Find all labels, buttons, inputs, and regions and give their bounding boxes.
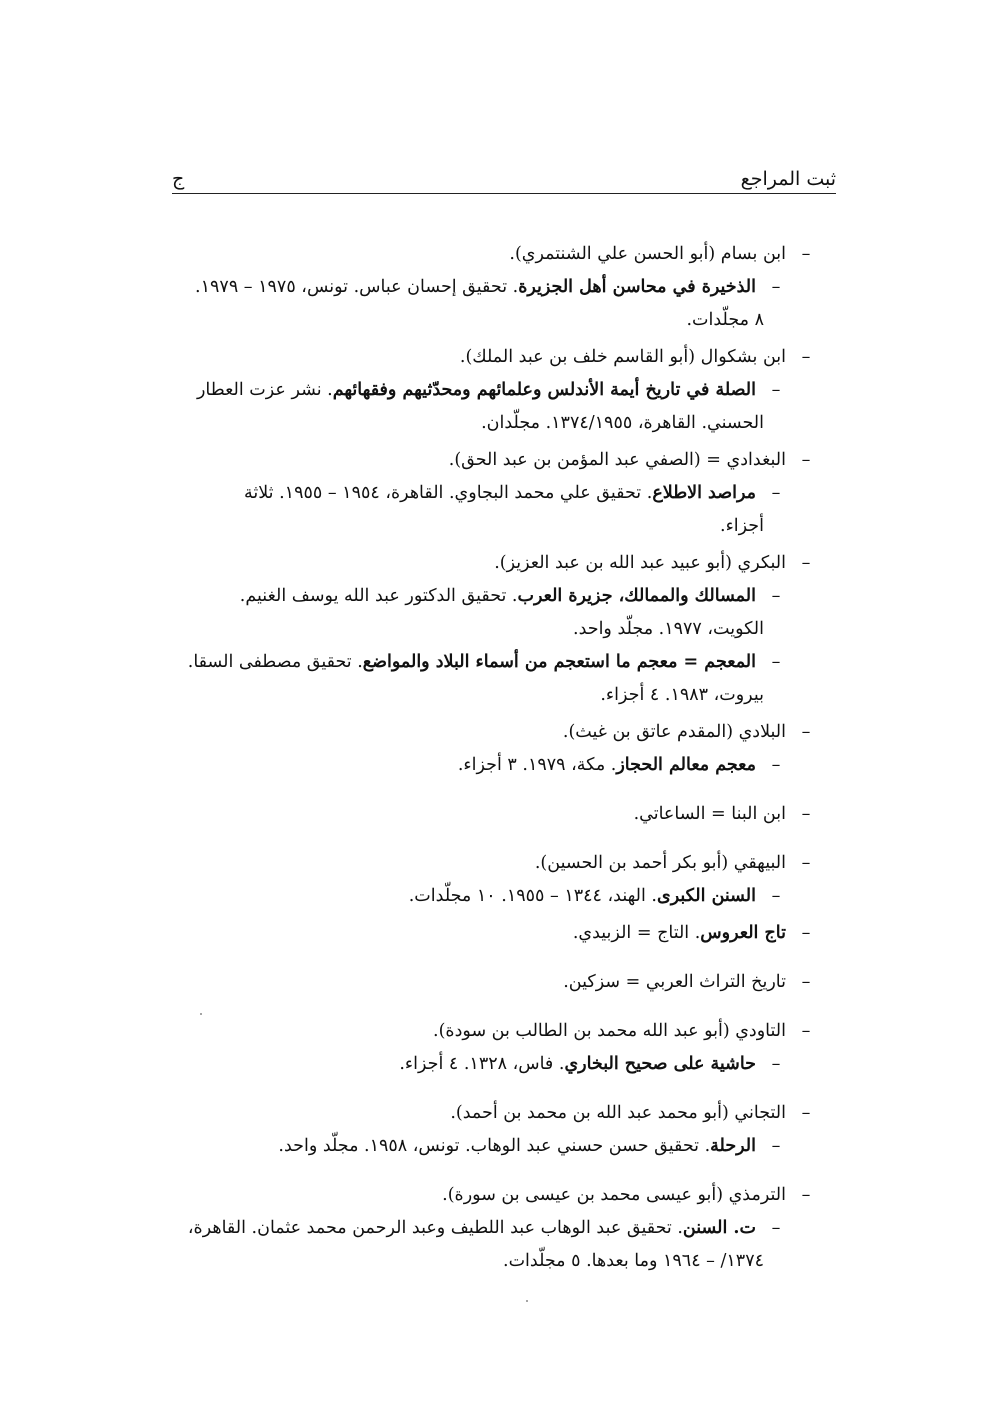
work-entry (172, 880, 836, 913)
dash-marker: – (801, 1185, 811, 1205)
reference-entry (172, 547, 836, 712)
work-continuation: الكويت، ١٩٧٧. مجلّد واحد. (573, 619, 764, 639)
author-line (172, 341, 836, 374)
work-entry (172, 271, 836, 337)
author-name: البلادي (المقدم عاتق بن غيث). (562, 722, 786, 742)
work-entry (172, 580, 836, 646)
work-details: . تحقيق عبد الوهاب عبد اللطيف وعبد الرحمن محمد عثمان. القاهرة، (187, 1218, 683, 1238)
dash-marker: – (801, 553, 811, 573)
author-name: ابن بشكوال (أبو القاسم خلف بن عبد الملك). (459, 347, 786, 367)
reference-entry (172, 966, 836, 999)
work-title: ت. السنن (682, 1218, 756, 1238)
reference-entry (172, 917, 836, 950)
reference-entry (172, 1097, 836, 1163)
author-line (172, 1097, 836, 1130)
author-name: التاودي (أبو عبد الله محمد بن الطالب بن سودة). (433, 1021, 786, 1041)
reference-entry (172, 847, 836, 913)
page-header (172, 150, 836, 190)
reference-entry (172, 238, 836, 337)
author-name: التجاني (أبو محمد عبد الله بن محمد بن أحمد). (450, 1103, 786, 1123)
work-details: . تحقيق إحسان عباس. تونس، ١٩٧٥ – ١٩٧٩. (195, 277, 519, 297)
work-entry (172, 477, 836, 543)
work-details: . تحقيق علي محمد البجاوي. القاهرة، ١٩٥٤ – ١٩٥٥. ثلاثة (243, 483, 653, 503)
work-continuation: بيروت، ١٩٨٣. ٤ أجزاء. (600, 685, 764, 705)
author-line (172, 917, 836, 950)
author-line (172, 1179, 836, 1212)
work-title: السنن الكبرى (657, 886, 756, 906)
reference-entry (172, 798, 836, 831)
page-number: ج (172, 168, 185, 190)
work-entry (172, 646, 836, 712)
reference-entry (172, 716, 836, 782)
author-name: الترمذي (أبو عيسى محمد بن عيسى بن سورة). (442, 1185, 786, 1205)
work-title: المسالك والممالك، جزيرة العرب (517, 586, 756, 606)
work-details: . الهند، ١٣٤٤ – ١٩٥٥. ١٠ مجلّدات. (408, 886, 657, 906)
work-details: . فاس، ١٣٢٨. ٤ أجزاء. (399, 1054, 565, 1074)
reference-entry (172, 341, 836, 440)
dash-marker: – (771, 755, 781, 775)
dash-marker: – (771, 652, 781, 672)
author-name: ابن البنا = الساعاتي. (633, 804, 786, 824)
dash-marker: – (801, 972, 811, 992)
author-line (172, 798, 836, 831)
header-rule (172, 193, 836, 194)
speck (526, 1300, 528, 1302)
dash-marker: – (771, 586, 781, 606)
dash-marker: – (801, 244, 811, 264)
reference-entry (172, 444, 836, 543)
work-entry (172, 1212, 836, 1278)
work-entry (172, 749, 836, 782)
dash-marker: – (801, 347, 811, 367)
author-line (172, 966, 836, 999)
work-title: حاشية على صحيح البخاري (564, 1054, 756, 1074)
work-title: الصلة في تاريخ أيمة الأندلس وعلمائهم ومحدّثيهم وفقهائهم (332, 380, 756, 400)
author-name: تاريخ التراث العربي = سزكين. (563, 972, 786, 992)
work-details: . تحقيق حسن حسني عبد الوهاب. تونس، ١٩٥٨. مجلّد واحد. (278, 1136, 711, 1156)
author-line (172, 547, 836, 580)
work-title: المعجم = معجم ما استعجم من أسماء البلاد والمواضع (362, 652, 756, 672)
reference-entry (172, 1015, 836, 1081)
author-name: البيهقي (أبو بكر أحمد بن الحسين). (534, 853, 786, 873)
author-line (172, 716, 836, 749)
author-name: البكري (أبو عبيد عبد الله بن عبد العزيز). (494, 553, 786, 573)
author-line (172, 444, 836, 477)
work-title: مراصد الاطلاع (652, 483, 756, 503)
work-continuation: ٨ مجلّدات. (686, 310, 764, 330)
dash-marker: – (801, 1021, 811, 1041)
author-name: ابن بسام (أبو الحسن علي الشنتمري). (509, 244, 786, 264)
dash-marker: – (801, 722, 811, 742)
work-entry (172, 1048, 836, 1081)
work-entry (172, 1130, 836, 1163)
work-details: . تحقيق مصطفى السقا. (187, 652, 363, 672)
dash-marker: – (801, 450, 811, 470)
dash-marker: – (771, 886, 781, 906)
running-title: ثبت المراجع (740, 168, 836, 190)
work-entry (172, 374, 836, 440)
author-line (172, 847, 836, 880)
dash-marker: – (801, 853, 811, 873)
author-bold-title: تاج العروس (700, 923, 786, 943)
work-continuation: أجزاء. (720, 516, 764, 536)
dash-marker: – (771, 1218, 781, 1238)
work-title: الرحلة (710, 1136, 756, 1156)
author-name: البغدادي = (الصفي عبد المؤمن بن عبد الحق). (448, 450, 786, 470)
work-details: . مكة، ١٩٧٩. ٣ أجزاء. (457, 755, 617, 775)
work-continuation: الحسني. القاهرة، ١٣٧٤/١٩٥٥. مجلّدان. (481, 413, 764, 433)
work-title: الذخيرة في محاسن أهل الجزيرة (518, 277, 756, 297)
dash-marker: – (771, 1136, 781, 1156)
dash-marker: – (771, 277, 781, 297)
reference-entry (172, 1179, 836, 1278)
dash-marker: – (771, 483, 781, 503)
speck (200, 1013, 202, 1015)
work-continuation: ١٣٧٤/ – ١٩٦٤ وما بعدها. ٥ مجلّدات. (503, 1251, 764, 1271)
author-line (172, 238, 836, 271)
dash-marker: – (771, 1054, 781, 1074)
author-name: . التاج = الزبيدي. (572, 923, 701, 943)
dash-marker: – (801, 923, 811, 943)
reference-list (172, 238, 836, 1282)
dash-marker: – (771, 380, 781, 400)
author-line (172, 1015, 836, 1048)
work-details: . نشر عزت العطار (196, 380, 333, 400)
dash-marker: – (801, 1103, 811, 1123)
work-title: معجم معالم الحجاز (616, 755, 756, 775)
work-details: . تحقيق الدكتور عبد الله يوسف الغنيم. (239, 586, 518, 606)
dash-marker: – (801, 804, 811, 824)
